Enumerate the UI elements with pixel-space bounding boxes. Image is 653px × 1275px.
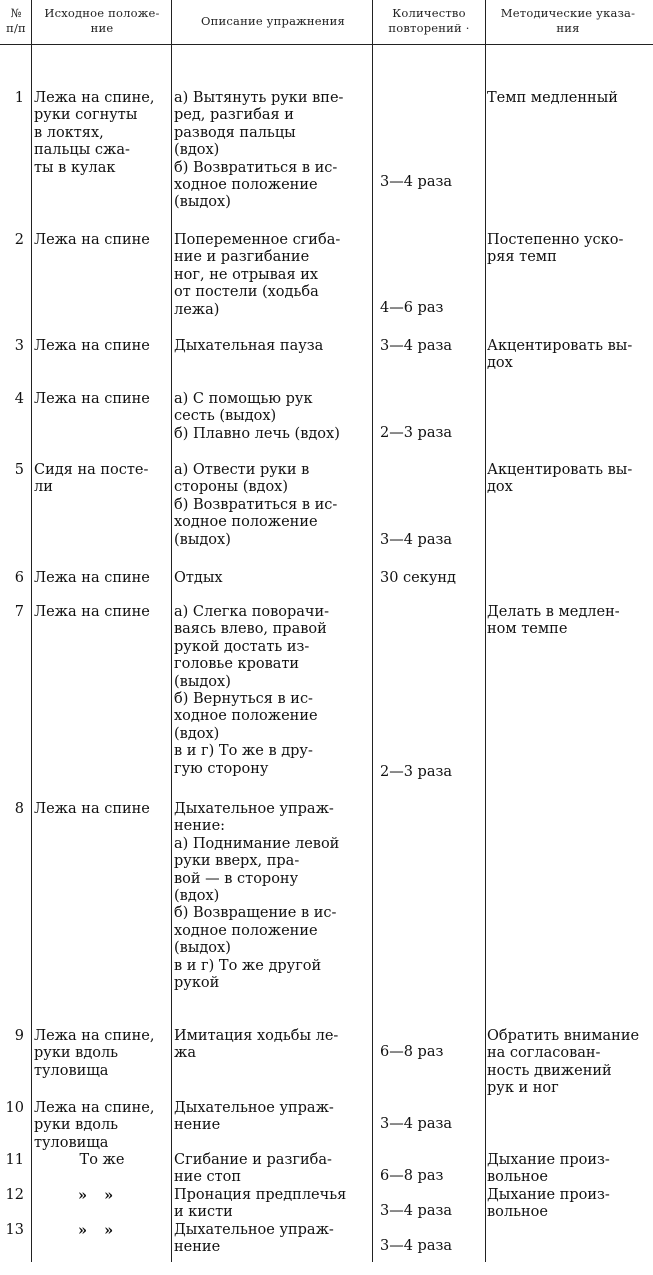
repetitions: 3—4 раза (380, 1238, 453, 1254)
start-position: Лежа на спине, руки вдоль туловища (34, 1100, 155, 1151)
column-rule-2 (171, 0, 172, 1262)
start-position: » » (78, 1222, 120, 1239)
start-position: Сидя на посте- ли (34, 462, 149, 496)
exercise-description: Пронация предплечья и кисти (174, 1187, 347, 1221)
exercise-description: Дыхательное упраж- нение (174, 1222, 334, 1256)
exercise-description: Имитация ходьбы ле- жа (174, 1028, 339, 1062)
row-number: 11 (5, 1152, 24, 1168)
exercise-description: Сгибание и разгиба- ние стоп (174, 1152, 332, 1186)
header-description: Описание упражнения (201, 14, 345, 28)
start-position: Лежа на спине (34, 801, 150, 817)
column-rule-4 (485, 0, 486, 1262)
method-notes: Делать в медлен- ном темпе (487, 604, 620, 638)
row-number: 2 (14, 232, 24, 248)
repetitions: 4—6 раз (380, 300, 444, 316)
row-number: 12 (5, 1187, 24, 1203)
row-number: 7 (14, 604, 24, 620)
repetitions: 2—3 раза (380, 764, 453, 780)
header-num: № п/п (6, 6, 26, 35)
method-notes: Постепенно уско- ряя темп (487, 232, 624, 266)
start-position: Лежа на спине, руки согнуты в локтях, пальцы сжа- ты в кулак (34, 90, 155, 176)
repetitions: 30 секунд (380, 570, 456, 586)
exercise-description: Дыхательное упраж- нение (174, 1100, 334, 1134)
row-number: 5 (14, 462, 24, 478)
start-position: Лежа на спине (34, 232, 150, 248)
row-number: 13 (5, 1222, 24, 1238)
exercise-description: а) Отвести руки в стороны (вдох) б) Возвратиться в ис- ходное положение (выдох) (174, 462, 338, 548)
row-number: 4 (14, 391, 24, 407)
start-position: Лежа на спине (34, 338, 150, 354)
column-rule-1 (31, 0, 32, 1262)
exercise-description: а) Слегка поворачи- ваясь влево, правой рукой достать из- головье кровати (выдох) б) Вернуться в ис- ходное положение (вдох) в и г) То же в дру- гую сторону (174, 604, 330, 777)
method-notes: Акцентировать вы- дох (487, 338, 633, 372)
repetitions: 3—4 раза (380, 338, 453, 354)
exercise-description: Дыхательное упраж- нение: а) Поднимание левой руки вверх, пра- вой — в сторону (вдох) б) Возвращение в ис- ходное положение (выдох) в и г) То же другой рукой (174, 801, 340, 992)
header-rule (0, 44, 653, 45)
exercise-description: а) Вытянуть руки впе- ред, разгибая и разводя пальцы (вдох) б) Возвратиться в ис- ходное положение (выдох) (174, 90, 344, 211)
row-number: 10 (5, 1100, 24, 1116)
method-notes: Темп медленный (487, 90, 618, 106)
header-count: Количество повторений · (388, 6, 470, 35)
row-number: 8 (14, 801, 24, 817)
method-notes: Дыхание произ- вольное (487, 1152, 610, 1186)
row-number: 6 (14, 570, 24, 586)
repetitions: 6—8 раз (380, 1168, 444, 1184)
exercise-description: Отдых (174, 570, 223, 586)
method-notes: Дыхание произ- вольное (487, 1187, 610, 1221)
exercise-description: Дыхательная пауза (174, 338, 324, 354)
repetitions: 3—4 раза (380, 532, 453, 548)
method-notes: Обратить внимание на согласован- ность движений рук и ног (487, 1028, 640, 1097)
header-notes: Методические указа- ния (500, 6, 636, 35)
repetitions: 2—3 раза (380, 425, 453, 441)
start-position: Лежа на спине, руки вдоль туловища (34, 1028, 155, 1079)
row-number: 1 (14, 90, 24, 106)
repetitions: 3—4 раза (380, 174, 453, 190)
repetitions: 3—4 раза (380, 1203, 453, 1219)
start-position: Лежа на спине (34, 570, 150, 586)
exercise-description: а) С помощью рук сесть (выдох) б) Плавно лечь (вдох) (174, 391, 340, 442)
repetitions: 3—4 раза (380, 1116, 453, 1132)
row-number: 3 (14, 338, 24, 354)
row-number: 9 (14, 1028, 24, 1044)
repetitions: 6—8 раз (380, 1044, 444, 1060)
start-position: Лежа на спине (34, 604, 150, 620)
start-position: Лежа на спине (34, 391, 150, 407)
column-rule-3 (372, 0, 373, 1262)
start-position: » » (78, 1187, 120, 1204)
header-position: Исходное положе- ние (44, 6, 160, 35)
start-position: То же (79, 1152, 125, 1168)
exercise-description: Попеременное сгиба- ние и разгибание ног, не отрывая их от постели (ходьба лежа) (174, 232, 341, 318)
method-notes: Акцентировать вы- дох (487, 462, 633, 496)
